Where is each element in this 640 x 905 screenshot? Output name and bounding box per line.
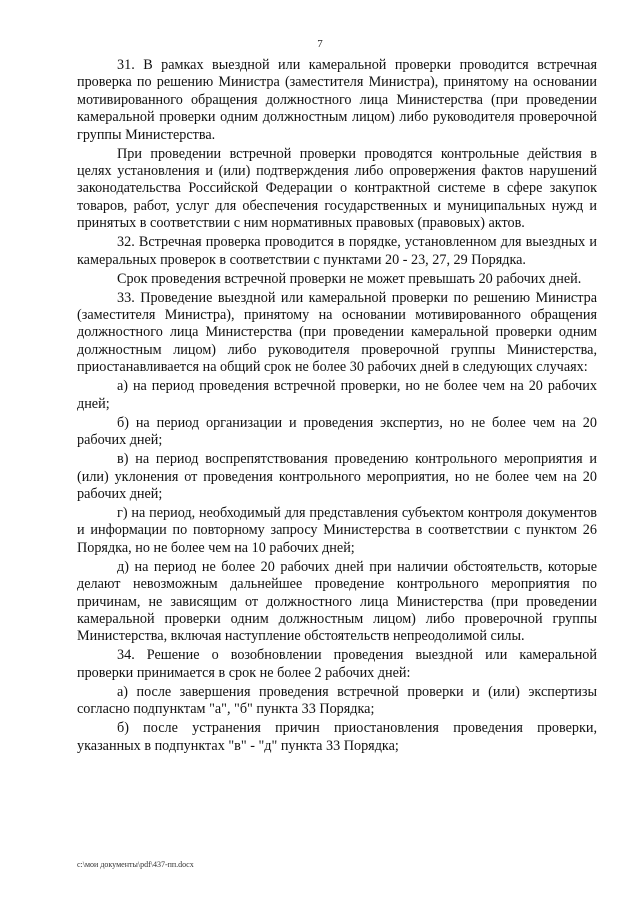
paragraph-counter-check-actions: При проведении встречной проверки проводятся контрольные действия в целях установления и (или) подтверждения либо опровержения фактов нарушений законодательства Российской Федерации о контрактной системе в сфере закупок товаров, работ, услуг для обеспечения государственных и муниципальных нужд и принятых в соответствии с ним нормативных правовых (правовых) актов. [77, 145, 597, 232]
paragraph-counter-check-term: Срок проведения встречной проверки не может превышать 20 рабочих дней. [117, 270, 582, 287]
paragraph-32: 32. Встречная проверка проводится в порядке, установленном для выездных и камеральных проверок в соответствии с пунктами 20 - 23, 27, 29 Порядка. [77, 234, 597, 268]
paragraph-33-v: в) на период воспрепятствования проведению контрольного мероприятия и (или) уклонения от проведения контрольного мероприятия, но не более чем на 20 рабочих дней; [77, 451, 597, 502]
paragraph-34-a: а) после завершения проведения встречной проверки и (или) экспертизы согласно подпунктам "а", "б" пункта 33 Порядка; [77, 683, 597, 718]
paragraph-33-b: б) на период организации и проведения экспертиз, но не более чем на 20 рабочих дней; [77, 414, 597, 449]
paragraph-33-g: г) на период, необходимый для представления субъектом контроля документов и информации по повторному запросу Министерства в соответствии с пунктом 26 Порядка, но не более чем на 10 рабочих дней; [77, 504, 597, 556]
page-number: 7 [317, 38, 323, 50]
paragraph-33: 33. Проведение выездной или камеральной проверки по решению Министра (заместителя Министра), принятому на основании мотивированного обращения должностного лица Министерства (при проведении камеральной проверки одним должностным лицом) либо руководителя проверочной группы Министерства, приостанавливается на общий срок не более 30 рабочих дней в следующих случаях: [77, 289, 597, 376]
paragraph-34-b: б) после устранения причин приостановления проведения проверки, указанных в подпунктах "в" - "д" пункта 33 Порядка; [77, 720, 597, 754]
footer-file-path: c:\мои документы\pdf\437-пп.docx [77, 860, 194, 869]
paragraph-34: 34. Решение о возобновлении проведения выездной или камеральной проверки принимается в срок не более 2 рабочих дней: [77, 647, 597, 681]
paragraph-31: 31. В рамках выездной или камеральной проверки проводится встречная проверка по решению Министра (заместителя Министра), принятому на основании мотивированного обращения должностного лица Министерства (при проведении камеральной проверки одним должностным лицом) либо руководителя проверочной группы Министерства. [77, 57, 597, 143]
paragraph-33-d: д) на период не более 20 рабочих дней при наличии обстоятельств, которые делают невозможным дальнейшее проведение контрольного мероприятия по причинам, не зависящим от должностного лица Министерства (при проведении камеральной проверки одним должностным лицом) либо проверочной группы Министерства, включая наступление обстоятельств непреодолимой силы. [77, 558, 597, 645]
paragraph-33-a: а) на период проведения встречной проверки, но не более чем на 20 рабочих дней; [77, 378, 597, 412]
document-body [77, 57, 597, 757]
